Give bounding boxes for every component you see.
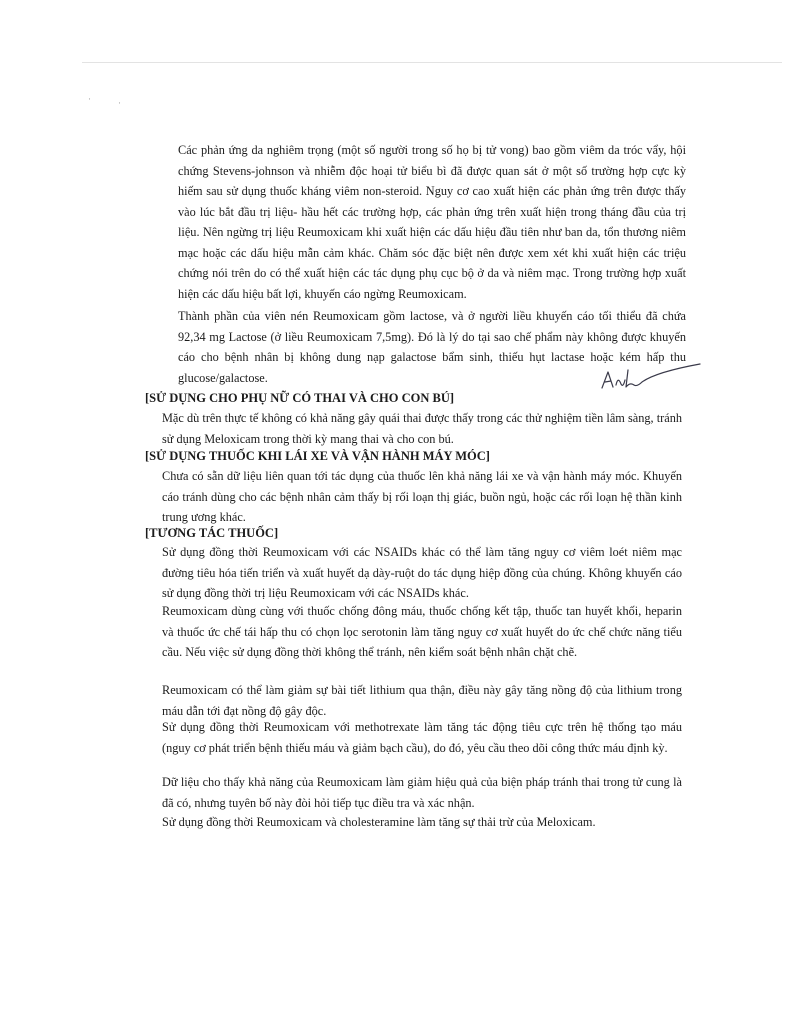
interactions-heading: [TƯƠNG TÁC THUỐC]	[145, 526, 279, 540]
pregnancy-heading: [SỬ DỤNG CHO PHỤ NỮ CÓ THAI VÀ CHO CON BÚ]	[145, 391, 455, 405]
pregnancy-text: Mặc dù trên thực tế không có khả năng gây quái thai được thấy trong các thử nghiệm tiền lâm sàng, tránh sử dụng Meloxicam trong thời kỳ mang thai và cho con bú.	[162, 411, 682, 446]
driving-text: Chưa có sẵn dữ liệu liên quan tới tác dụng của thuốc lên khả năng lái xe và vận hành máy móc. Khuyến cáo tránh dùng cho các bệnh nhân cảm thấy bị rối loạn thị giác, buồn ngủ, hoặc các rối loạn hệ thần kinh trung ương khác.	[162, 469, 682, 524]
driving-heading: [SỬ DỤNG THUỐC KHI LÁI XE VÀ VẬN HÀNH MÁY MÓC]	[145, 449, 490, 463]
interaction-methotrexate-paragraph: Sử dụng đồng thời Reumoxicam với methotrexate làm tăng tác động tiêu cực trên hệ thống tạo máu (nguy cơ phát triển bệnh thiếu máu và giảm bạch cầu), do đó, yêu cầu theo dõi công thức máu định kỳ.	[162, 720, 682, 755]
interaction-nsaids-paragraph: Sử dụng đồng thời Reumoxicam với các NSAIDs khác có thể làm tăng nguy cơ viêm loét niêm mạc đường tiêu hóa tiến triển và xuất huyết dạ dày-ruột do tác dụng hiệp đồng của chúng. Không khuyến cáo sử dụng đồng thời trị liệu Reumoxicam với các NSAIDs khác.	[162, 545, 682, 600]
severe-skin-reactions-paragraph: Các phản ứng da nghiêm trọng (một số người trong số họ bị tử vong) bao gồm viêm da tróc vẩy, hội chứng Stevens-johnson và nhiễm độc hoại tử biểu bì đã được quan sát ở một số trường hợp cực kỳ hiếm sau sử dụng thuốc kháng viêm non-steroid. Nguy cơ cao xuất hiện các phản ứng trên được thấy vào lúc bắt đầu trị liệu- hầu hết các trường hợp, các phản ứng trên xuất hiện trong tháng đầu của trị liệu. Nên ngừng trị liệu Reumoxicam khi xuất hiện các dấu hiệu đầu tiên như ban da, tổn thương niêm mạc hoặc các dấu hiệu mẫn cảm khác. Chăm sóc đặc biệt nên được xem xét khi xuất hiện các triệu chứng nói trên do có thể xuất hiện các tác dụng phụ cục bộ ở da và niêm mạc. Trong trường hợp xuất hiện các dấu hiệu bất lợi, khuyến cáo ngừng Reumoxicam.	[178, 143, 686, 301]
handwritten-initials	[596, 360, 706, 396]
interaction-cholesteramine-paragraph: Sử dụng đồng thời Reumoxicam và cholesteramine làm tăng sự thải trừ của Meloxicam.	[162, 815, 596, 829]
scan-speck: ·	[88, 94, 91, 104]
top-divider	[82, 62, 782, 63]
interaction-lithium-paragraph: Reumoxicam có thể làm giảm sự bài tiết lithium qua thận, điều này gây tăng nồng độ của lithium trong máu dẫn tới đạt nồng độ gây độc.	[162, 683, 682, 718]
interaction-contraceptive-paragraph: Dữ liệu cho thấy khả năng của Reumoxicam làm giảm hiệu quả của biện pháp tránh thai trong tử cung là đã có, nhưng tuyên bố này đòi hỏi tiếp tục điều tra và xác nhận.	[162, 775, 682, 810]
scan-speck: ·	[118, 98, 121, 108]
lactose-paragraph: Thành phần của viên nén Reumoxicam gồm lactose, và ở người liều khuyến cáo tối thiểu đã chứa 92,34 mg Lactose (ở liều Reumoxicam 7,5mg). Đó là lý do tại sao chế phẩm này không được khuyến cáo cho bệnh nhân bị không dung nạp galactose bẩm sinh, thiếu hụt lactase hoặc kém hấp thu glucose/galactose.	[178, 309, 686, 385]
interaction-anticoagulants-paragraph: Reumoxicam dùng cùng với thuốc chống đông máu, thuốc chống kết tập, thuốc tan huyết khối, heparin và thuốc ức chế tái hấp thu có chọn lọc serotonin làm tăng nguy cơ xuất huyết do ức chế chức năng tiểu cầu. Nếu việc sử dụng đồng thời không thể tránh, nên kiểm soát bệnh nhân chặt chẽ.	[162, 604, 682, 659]
